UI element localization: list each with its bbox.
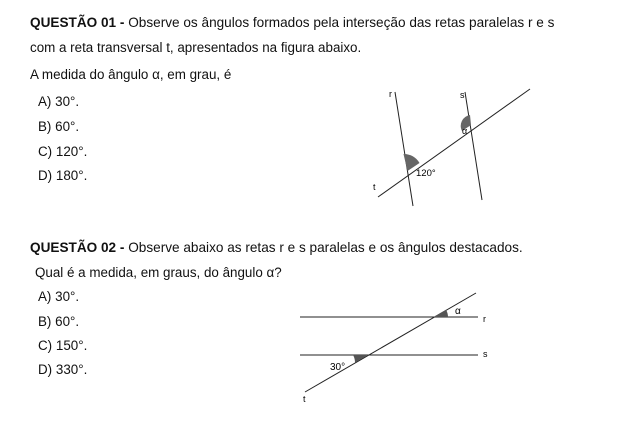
q2-option-a-value: 30°. (55, 289, 80, 304)
q2-line-t (305, 293, 476, 392)
q2-angle-30-fill (354, 355, 368, 362)
q2-label-t: t (303, 394, 306, 404)
q2-angle-alpha-mark (434, 310, 449, 317)
q2-option-b-letter: B) (38, 314, 52, 329)
q2-option-c-letter: C) (38, 338, 53, 353)
q2-text-line1: Observe abaixo as retas r e s paralelas e os ângulos destacados. (128, 240, 523, 255)
q1-label-t: t (373, 182, 376, 192)
q2-option-d-value: 330°. (55, 362, 88, 377)
q1-option-b-value: 60°. (55, 119, 80, 134)
q1-text-line1: Observe os ângulos formados pela interseção das retas paralelas r e s (128, 15, 555, 30)
q1-label-s: s (460, 90, 465, 100)
q2-option-b-value: 60°. (55, 314, 80, 329)
q1-number: QUESTÃO 01 (30, 15, 117, 30)
q2-option-d-letter: D) (38, 362, 53, 377)
q2-option-a-letter: A) (38, 289, 52, 304)
q1-option-d-value: 180°. (55, 168, 88, 183)
q1-option-c-letter: C) (38, 144, 53, 159)
q2-number: QUESTÃO 02 (30, 240, 117, 255)
q1-label-alpha: α (462, 126, 468, 136)
q2-label-s: s (483, 349, 488, 359)
q1-option-b-letter: B) (38, 119, 52, 134)
q1-option-a-value: 30°. (55, 94, 80, 109)
q1-text-line2: com a reta transversal t, apresentados na figura abaixo. (30, 40, 362, 55)
q1-dash: - (119, 15, 125, 30)
q1-option-c-value: 120°. (55, 144, 88, 159)
q2-option-c-value: 150°. (55, 338, 88, 353)
q2-prompt: Qual é a medida, em graus, do ângulo α? (35, 265, 282, 280)
q2-label-r: r (483, 314, 486, 324)
q1-option-d-letter: D) (38, 168, 53, 183)
q2-label-30: 30° (330, 362, 346, 373)
q1-label-120: 120° (416, 168, 436, 179)
q1-prompt: A medida do ângulo α, em grau, é (30, 67, 232, 82)
q2-label-alpha: α (455, 306, 461, 317)
q1-label-r: r (389, 89, 392, 99)
q2-dash: - (119, 240, 125, 255)
q1-option-a-letter: A) (38, 94, 52, 109)
